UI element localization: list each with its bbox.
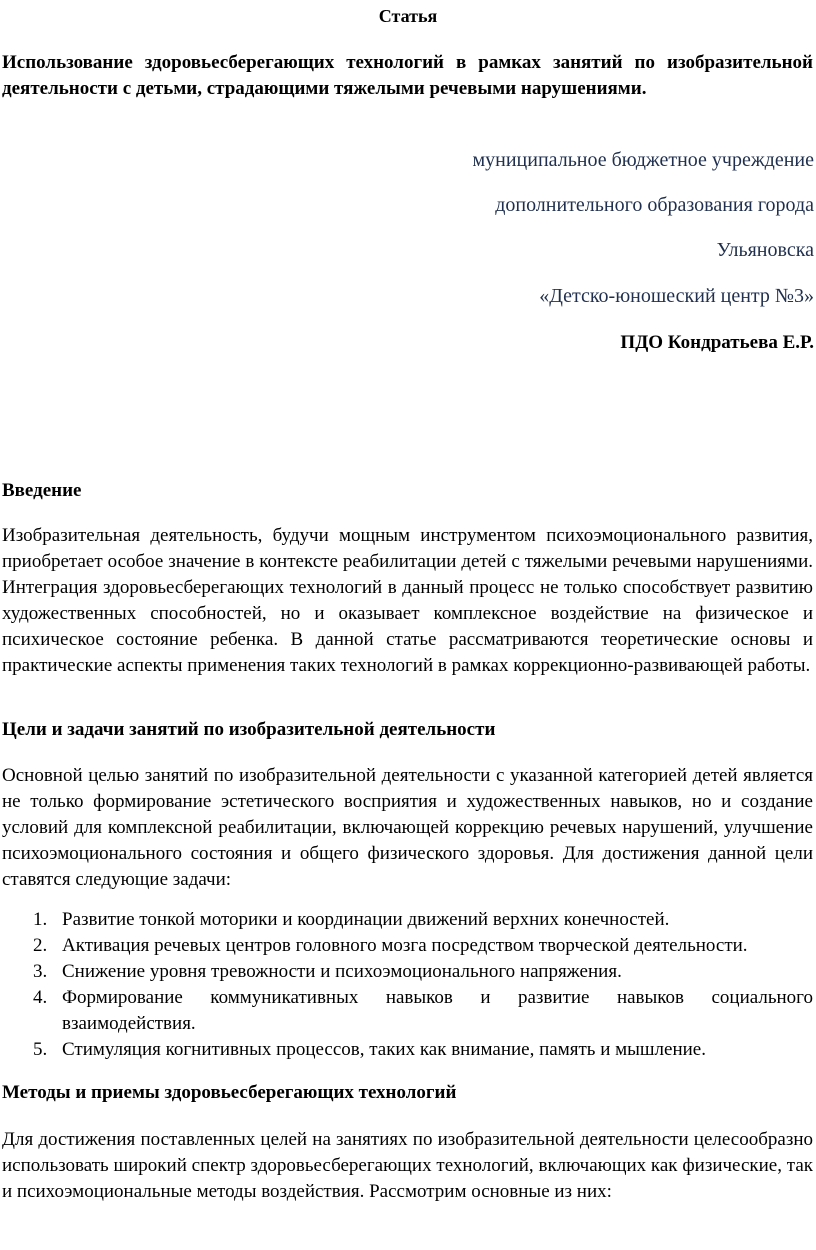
list-item xyxy=(2,959,813,985)
list-item-number: 1. xyxy=(33,909,48,930)
list-item xyxy=(2,985,813,1037)
affiliation-line-4: «Детско-юношеский центр №3» xyxy=(539,285,814,307)
tasks-list xyxy=(2,907,813,1063)
list-item xyxy=(2,907,813,933)
list-item-text: Снижение уровня тревожности и психоэмоционального напряжения. xyxy=(62,961,622,982)
list-item-text: Формирование коммуникативных навыков и развитие навыков социального взаимодействия. xyxy=(62,987,813,1034)
author-name: ПДО Кондратьева Е.Р. xyxy=(620,332,814,353)
intro-heading: Введение xyxy=(2,480,82,501)
list-item xyxy=(2,1037,813,1063)
affiliation-line-3: Ульяновска xyxy=(716,239,814,261)
methods-paragraph: Для достижения поставленных целей на занятиях по изобразительной деятельности целесообразно использовать широкий спектр здоровьесберегающих технологий, включающих как физические, так и психоэмоциональные методы воздействия. Рассмотрим основные из них: xyxy=(2,1129,813,1202)
affiliation-line-2: дополнительного образования города xyxy=(495,194,814,216)
list-item-number: 4. xyxy=(33,987,48,1008)
article-label: Статья xyxy=(378,6,438,26)
list-item-number: 2. xyxy=(33,935,48,956)
methods-heading: Методы и приемы здоровьесберегающих технологий xyxy=(2,1082,457,1103)
list-item-text: Развитие тонкой моторики и координации движений верхних конечностей. xyxy=(62,909,670,930)
list-item-text: Стимуляция когнитивных процессов, таких как внимание, память и мышление. xyxy=(62,1039,706,1060)
affiliation-line-1: муниципальное бюджетное учреждение xyxy=(472,149,814,171)
goals-heading: Цели и задачи занятий по изобразительной деятельности xyxy=(2,719,496,740)
list-item-number: 5. xyxy=(33,1039,48,1060)
article-title: Использование здоровьесберегающих технологий в рамках занятий по изобразительной деятельности с детьми, страдающими тяжелыми речевыми нарушениями. xyxy=(2,52,813,99)
list-item-number: 3. xyxy=(33,961,48,982)
list-item-text: Активация речевых центров головного мозга посредством творческой деятельности. xyxy=(62,935,748,956)
list-item xyxy=(2,933,813,959)
goals-paragraph: Основной целью занятий по изобразительной деятельности с указанной категорией детей является не только формирование эстетического восприятия и художественных навыков, но и создание условий для комплексной реабилитации, включающей коррекцию речевых нарушений, улучшение психоэмоционального состояния и общего физического здоровья. Для достижения данной цели ставятся следующие задачи: xyxy=(2,765,813,890)
intro-paragraph: Изобразительная деятельность, будучи мощным инструментом психоэмоционального развития, приобретает особое значение в контексте реабилитации детей с тяжелыми речевыми нарушениями. Интеграция здоровьесберегающих технологий в данный процесс не только способствует развитию художественных способностей, но и оказывает комплексное воздействие на физическое и психическое состояние ребенка. В данной статье рассматриваются теоретические основы и практические аспекты применения таких технологий в рамках коррекционно-развивающей работы. xyxy=(2,525,813,676)
